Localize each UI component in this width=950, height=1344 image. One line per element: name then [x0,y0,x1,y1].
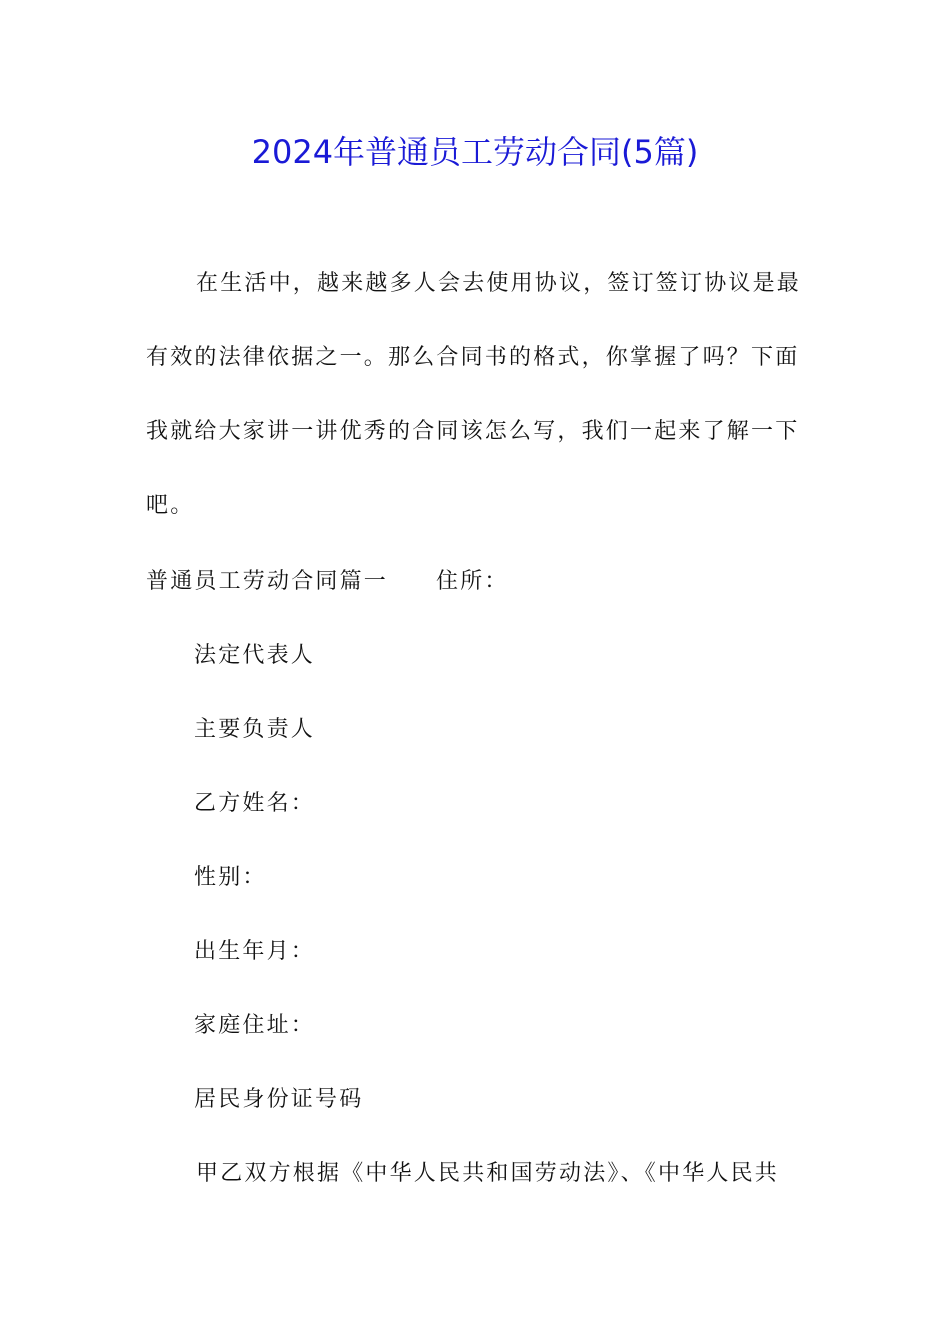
field-birth-date: 出生年月： [194,939,316,964]
document-title: 2024年普通员工劳动合同(5篇) [251,133,699,171]
section-heading-field: 住所： [436,569,509,594]
contract-basis-line: 甲乙双方根据《中华人民共和国劳动法》、《中华人民共 [196,1161,780,1186]
field-party-b-name: 乙方姓名： [194,791,316,816]
intro-paragraph [146,247,806,543]
intro-line-3: 我就给大家讲一讲优秀的合同该怎么写，我们一起来了解一下 [146,419,800,444]
intro-line-4: 吧。 [146,493,195,518]
section-one [146,545,806,1211]
field-gender: 性别： [194,865,267,890]
intro-line-2: 有效的法律依据之一。那么合同书的格式，你掌握了吗？下面 [146,345,800,370]
intro-line-1: 在生活中，越来越多人会去使用协议，签订签订协议是最 [196,271,802,296]
section-heading-line [146,545,806,619]
field-legal-representative: 法定代表人 [194,643,316,668]
field-main-responsible-person: 主要负责人 [194,717,316,742]
field-home-address: 家庭住址： [194,1013,316,1038]
field-id-number: 居民身份证号码 [194,1087,364,1112]
section-heading: 普通员工劳动合同篇一 [146,569,389,594]
